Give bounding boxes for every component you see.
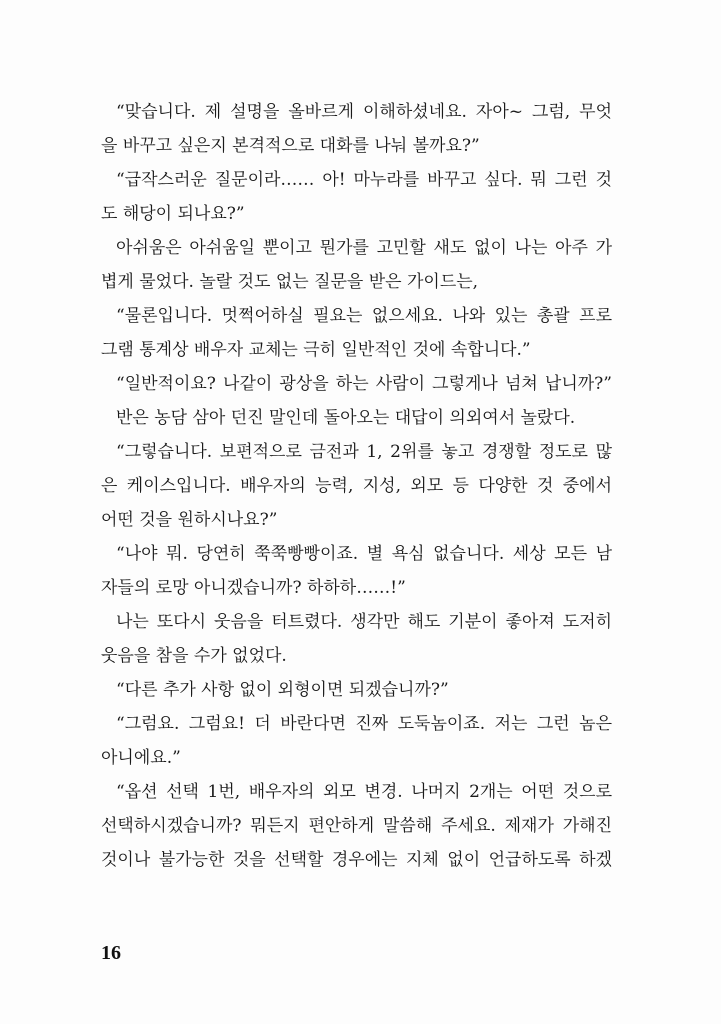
text-line: 자들의 로망 아니겠습니까? 하하하……!” xyxy=(101,578,406,598)
text-line: 나는 또다시 웃음을 터트렸다. 생각만 해도 기분이 좋아져 도저히 xyxy=(116,612,612,632)
text-line: 도 해당이 되나요?” xyxy=(101,204,245,224)
text-line: 것이나 불가능한 것을 선택할 경우에는 지체 없이 언급하도록 하겠 xyxy=(101,850,612,870)
page-number: 16 xyxy=(101,942,121,964)
text-line: 을 바꾸고 싶은지 본격적으로 대화를 나눠 볼까요?” xyxy=(101,136,480,156)
text-line: “그럼요. 그럼요! 더 바란다면 진짜 도둑놈이죠. 저는 그런 놈은 xyxy=(116,714,612,734)
text-line: “일반적이요? 나같이 광상을 하는 사람이 그렇게나 넘쳐 납니까?” xyxy=(116,374,612,394)
text-line: “옵션 선택 1번, 배우자의 외모 변경. 나머지 2개는 어떤 것으로 xyxy=(116,782,612,802)
text-line: 아쉬움은 아쉬움일 뿐이고 뭔가를 고민할 새도 없이 나는 아주 가 xyxy=(116,238,612,258)
text-line: 웃음을 참을 수가 없었다. xyxy=(101,646,287,666)
text-line: “그렇습니다. 보편적으로 금전과 1, 2위를 놓고 경쟁할 정도로 많 xyxy=(116,442,612,462)
text-line: “급작스러운 질문이라…… 아! 마누라를 바꾸고 싶다. 뭐 그런 것 xyxy=(116,170,612,190)
text-line: “물론입니다. 멋쩍어하실 필요는 없으세요. 나와 있는 총괄 프로 xyxy=(116,306,612,326)
text-line: “다른 추가 사항 없이 외형이면 되겠습니까?” xyxy=(116,680,449,700)
text-line: “맞습니다. 제 설명을 올바르게 이해하셨네요. 자아~ 그럼, 무엇 xyxy=(116,102,612,122)
text-line: 어떤 것을 원하시나요?” xyxy=(101,510,278,530)
text-line: 아니에요.” xyxy=(101,748,181,768)
text-line: 그램 통계상 배우자 교체는 극히 일반적인 것에 속합니다.” xyxy=(101,340,531,360)
text-line: 볍게 물었다. 놀랄 것도 없는 질문을 받은 가이드는, xyxy=(101,272,479,292)
text-line: 은 케이스입니다. 배우자의 능력, 지성, 외모 등 다양한 것 중에서 xyxy=(101,476,612,496)
text-line: 반은 농담 삼아 던진 말인데 돌아오는 대답이 의외여서 놀랐다. xyxy=(116,408,576,428)
text-line: “나야 뭐. 당연히 쭉쭉빵빵이죠. 별 욕심 없습니다. 세상 모든 남 xyxy=(116,544,612,564)
text-line: 선택하시겠습니까? 뭐든지 편안하게 말씀해 주세요. 제재가 가해진 xyxy=(101,816,612,836)
